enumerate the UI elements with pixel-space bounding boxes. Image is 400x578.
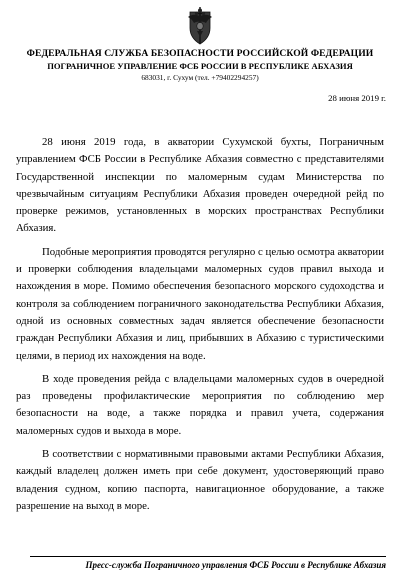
footer-divider	[30, 556, 386, 557]
address-line: 683031, г. Сухум (тел. +79402294257)	[141, 73, 259, 82]
fsb-emblem-icon	[181, 4, 219, 46]
department-title: ПОГРАНИЧНОЕ УПРАВЛЕНИЕ ФСБ РОССИИ В РЕСПУБЛИКЕ АБХАЗИЯ	[47, 61, 353, 71]
paragraph: Подобные мероприятия проводятся регулярно с целью осмотра акватории и проверки соблюдения владельцами маломерных судов правил выхода и нахождения в море. Помимо обеспечения безопасного морского судоходства и контроля за соблюдением пограничного законодательства Республики Абхазия, одной из основных совместных задач является обеспечение безопасности граждан Республики Абхазия и лиц, прибывших в Абхазию с туристическими целями, в период их нахождения на воде.	[16, 245, 384, 362]
press-service-signature: Пресс-служба Пограничного управления ФСБ России в Республике Абхазия	[85, 560, 386, 570]
paragraph: В ходе проведения рейда с владельцами маломерных судов в очередной раз проведены профилактические мероприятия по соблюдению мер безопасности на воде, а также порядка и правил учета, содержания маломерных судов и выхода в море.	[16, 372, 384, 437]
paragraph: 28 июня 2019 года, в акватории Сухумской бухты, Пограничным управлением ФСБ России в Республике Абхазия совместно с представителями Государственной инспекции по маломерным судам Министерства по чрезвычайным ситуациям Республики Абхазия проведен очередной рейд по проверке режимов, установленных в морских пространствах Республики Абхазия.	[16, 136, 384, 235]
document-body	[16, 134, 384, 521]
paragraph: В соответствии с нормативными правовыми актами Республики Абхазия, каждый владелец должен иметь при себе документ, удостоверяющий право владения судном, копию паспорта, навигационное оборудование, а также разрешение на выход в море.	[16, 448, 384, 512]
org-title: ФЕДЕРАЛЬНАЯ СЛУЖБА БЕЗОПАСНОСТИ РОССИЙСКОЙ ФЕДЕРАЦИИ	[26, 48, 374, 59]
document-date: 28 июня 2019 г.	[328, 93, 386, 103]
